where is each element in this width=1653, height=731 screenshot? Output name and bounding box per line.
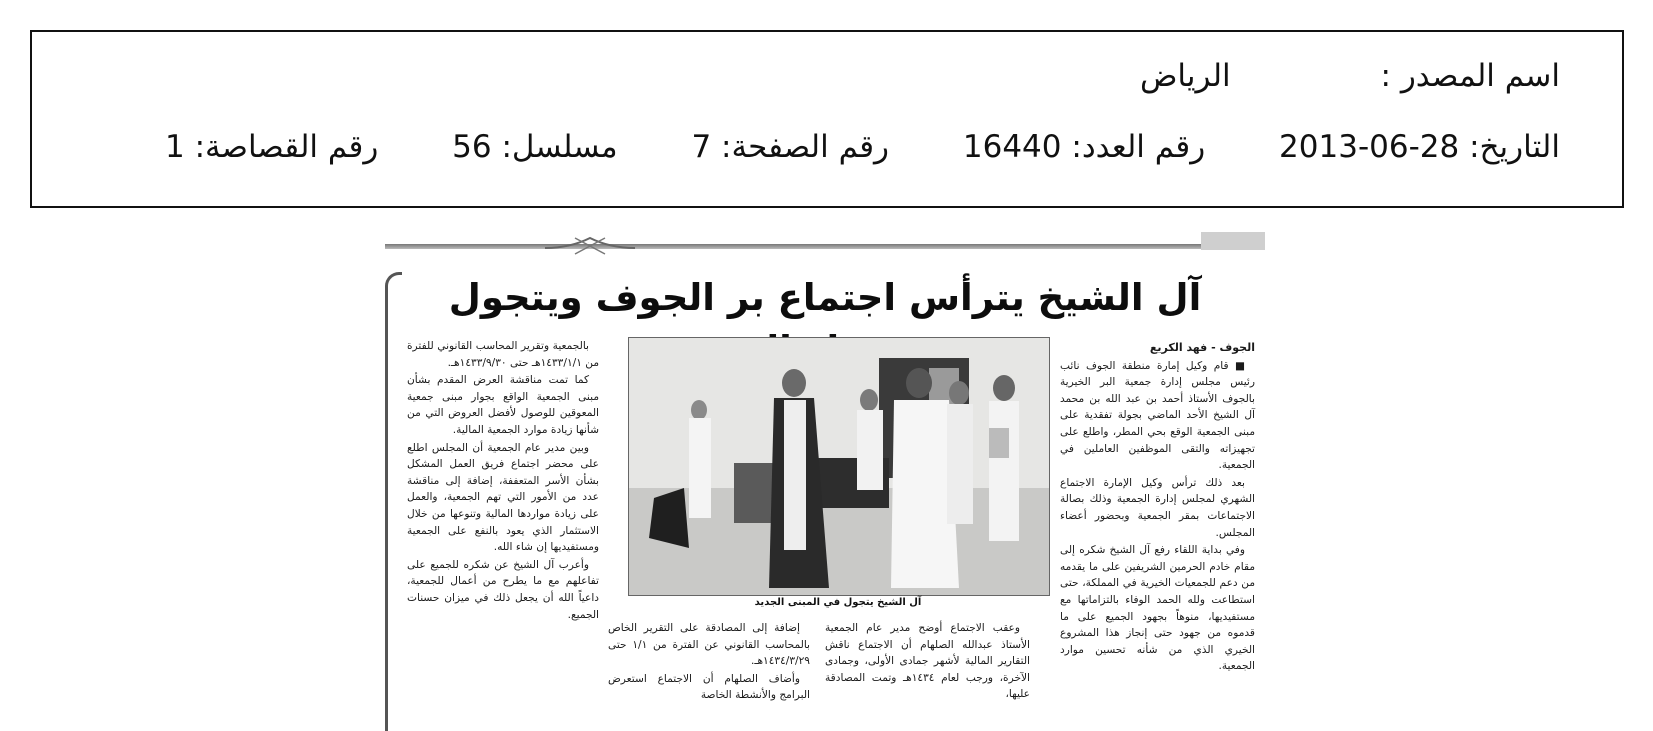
clip-label: رقم القصاصة:	[194, 129, 379, 165]
top-rule	[385, 244, 1265, 249]
article-column-right	[1060, 340, 1255, 731]
photo-illustration	[629, 338, 1049, 595]
clip-value: 1	[164, 129, 185, 165]
paragraph: وبين مدير عام الجمعية أن المجلس اطلع على محضر اجتماع فريق العمل المشكل بشأن الأسر المتعففة، إضافة إلى مناقشة عدد من الأمور التي تهم الجمعية، والعمل على زيادة مواردها المالية وتنوعها من خلال الاستثمار الذي يعود بالنفع على الجمعية ومستفيديها إن شاء الله.	[407, 441, 599, 554]
ornament-icon	[545, 234, 635, 256]
details-line	[165, 128, 1560, 166]
date-field	[1279, 128, 1560, 166]
frame-curve	[385, 272, 402, 731]
paragraph: بالجمعية وتقرير المحاسب القانوني للفترة من ١٤٣٣/١/١هـ حتى ١٤٣٣/٩/٣٠هـ.	[407, 340, 599, 369]
serial-field	[452, 128, 617, 166]
serial-value: 56	[452, 129, 492, 165]
newspaper-clipping	[385, 232, 1265, 731]
serial-label: مسلسل:	[501, 129, 618, 165]
source-metadata-box	[30, 30, 1624, 208]
page-label: رقم الصفحة:	[721, 129, 890, 165]
photo-caption: آل الشيخ يتجول في المبنى الجديد	[754, 597, 922, 608]
page-value: 7	[691, 129, 712, 165]
article-headline: آل الشيخ يترأس اجتماع بر الجوف ويتجول	[448, 276, 1202, 319]
paragraph: وفي بداية اللقاء رفع آل الشيخ شكره إلى مقام خادم الحرمين الشريفين على ما يقدمه من دعم للجمعيات الخيرية في المملكة، حتى استطاعت ولله الحمد الوفاء بالتزاماتها مع مستفيديها، منوهاً بجهود الجميع على ما قدموه من جهود حتى إنجاز هذا المشروع الخيري الذي من شأنه تحسين موارد الجمعية.	[1060, 544, 1255, 673]
paragraph: كما تمت مناقشة العرض المقدم بشأن مبنى الجمعية الواقع بجوار مبنى جمعية المعوقين للوصول لأفضل العروض التي من شأنها زيادة موارد الجمعية المالية.	[407, 374, 599, 436]
clip-field	[165, 128, 378, 166]
paragraph: بعد ذلك ترأس وكيل الإمارة الاجتماع الشهري لمجلس إدارة الجمعية وذلك بصالة الاجتماعات بمقر الجمعية وبحضور أعضاء المجلس.	[1060, 476, 1255, 539]
paragraph: ■ قام وكيل إمارة منطقة الجوف نائب رئيس مجلس إدارة جمعية البر الخيرية بالجوف الأستاذ أحمد بن عبد الله بن محمد آل الشيخ الأحد الماضي بجولة تفقدية على مبنى الجمعية الوقع بحي المطر، واطلع على تجهيزاته والتقى الموظفين العاملين في الجمعية.	[1060, 359, 1255, 472]
paragraph: إضافة إلى المصادقة على التقرير الخاص بالمحاسب القانوني عن الفترة من ١/١ حتى ١٤٣٤/٣/٢٩هـ.	[608, 622, 810, 668]
paragraph: وأعرب آل الشيخ عن شكره للجميع على تفاعلهم مع ما يطرح من أعمال للجمعية، داعياً الله أن يجعل ذلك في ميزان حسنات الجميع.	[407, 558, 599, 621]
article-column-mid-right	[825, 620, 1030, 731]
article-column-mid-left	[608, 620, 810, 731]
paragraph: وعقب الاجتماع أوضح مدير عام الجمعية الأستاذ عبدالله الصلهام أن الاجتماع ناقش التقارير المالية لأشهر جمادى الأولى، وجمادى الآخرة، ورجب لعام ١٤٣٤هـ وتمت المصادقة عليها،	[825, 622, 1030, 701]
date-label: التاريخ:	[1469, 129, 1560, 165]
article-photo	[628, 337, 1050, 596]
top-tab	[1201, 232, 1265, 250]
page-field	[691, 128, 889, 166]
article-column-left	[407, 338, 599, 731]
date-value: 2013-06-28	[1279, 129, 1460, 165]
issue-value: 16440	[962, 129, 1062, 165]
source-value: الرياض	[1139, 58, 1231, 94]
source-line	[1140, 57, 1560, 95]
issue-field	[963, 128, 1205, 166]
source-label: اسم المصدر :	[1380, 58, 1560, 94]
byline: الجوف - فهد الكريع	[1149, 341, 1255, 354]
paragraph: وأضاف الصلهام أن الاجتماع استعرض البرامج والأنشطة الخاصة	[608, 672, 810, 702]
issue-label: رقم العدد:	[1071, 129, 1206, 165]
